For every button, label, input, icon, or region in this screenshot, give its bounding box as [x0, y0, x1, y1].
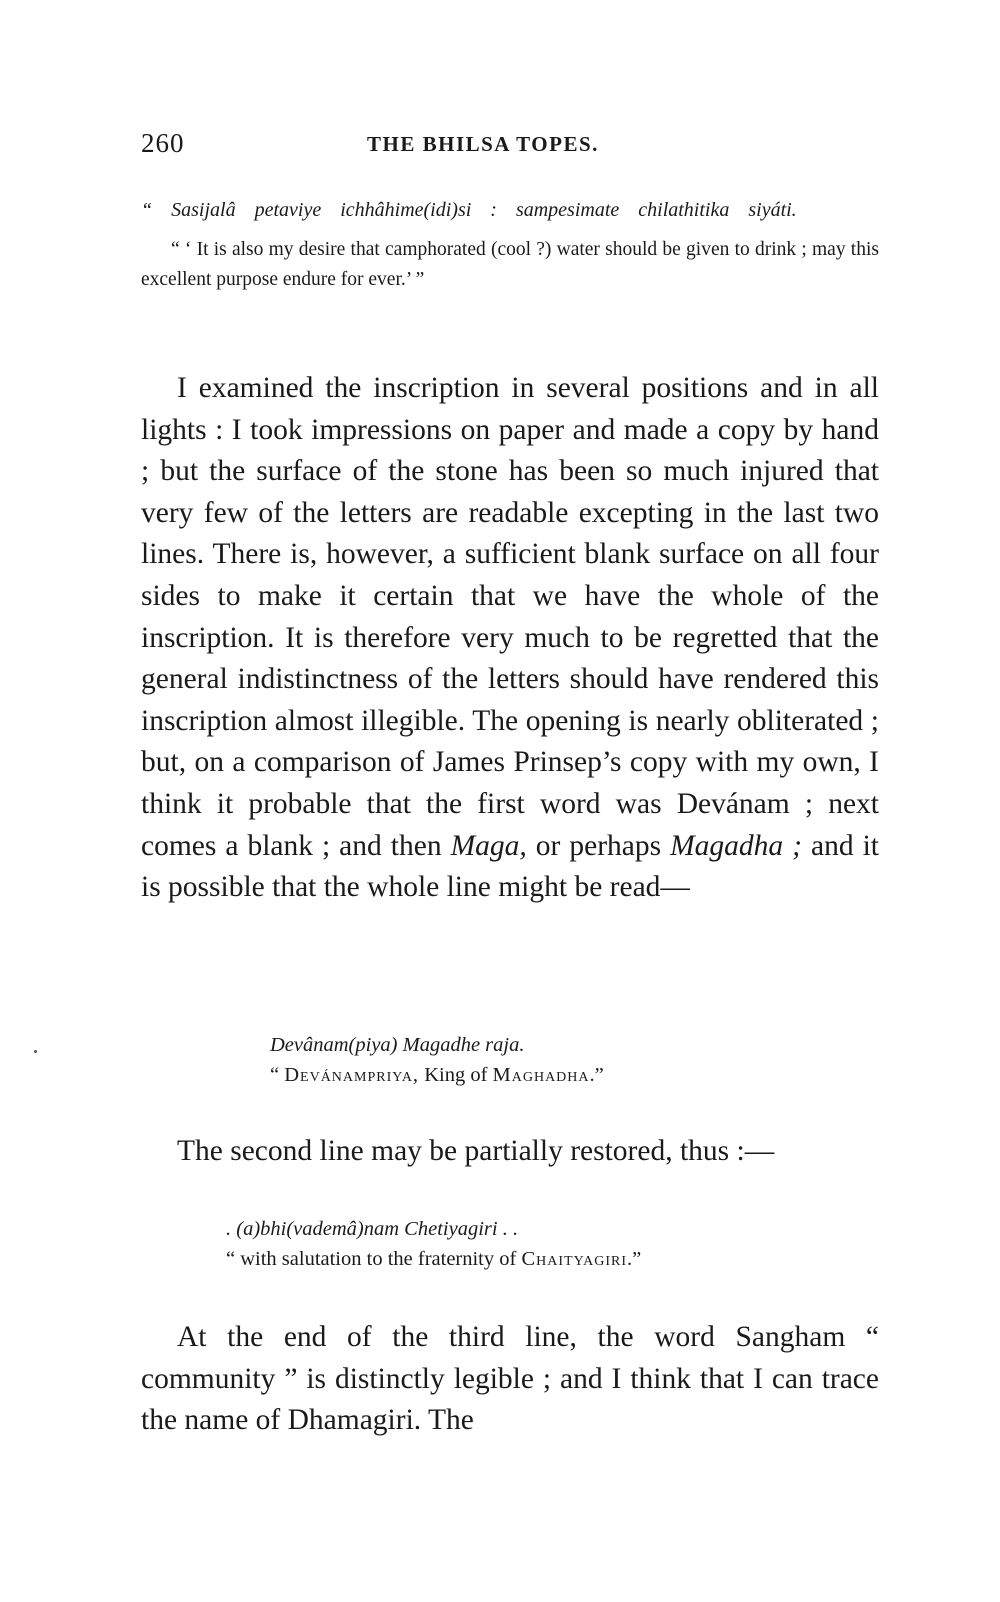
quote-text: “ [270, 1064, 285, 1086]
small-caps-name: Chaityagiri [521, 1248, 628, 1270]
quote-transliteration: . (a)bhi(vademâ)nam Chetiyagiri . . [226, 1218, 519, 1240]
inscription-translation: “ ‘ It is also my desire that camphorated (cool ?) water should be given to drink ; may this excellent purpose endure for ever.’ ” [141, 239, 879, 290]
italic-term: Maga, [450, 829, 527, 862]
paragraph-third-line: At the end of the third line, the word Sangham “ community ” is distinctly legible ; and I think that I can trace the name of Dhamagiri. The [141, 1321, 879, 1437]
small-caps-name: Maghadha [492, 1064, 590, 1086]
paragraph-text: I examined the inscription in several positions and in all lights : I took impressions on paper and made a copy by hand ; but the surface of the stone has been so much injured that very few of the letters are readable excepting in the last two lines. There is, however, a sufficient blank surface on all four sides to make it certain that we have the whole of the inscription. It is therefore very much to be regretted that the general indistinctness of the letters should have rendered this inscription almost illegible. The opening is nearly obliterated ; but, on a comparison of James Prinsep’s copy with my own, I think it probable that the first word was Devánam ; next comes a blank ; and then [141, 372, 879, 862]
paragraph-text: and it is possible that the whole line might be read— [141, 829, 879, 904]
paragraph-examination [141, 368, 879, 909]
italic-term: Magadha ; [670, 829, 802, 862]
paragraph-text: or perhaps [526, 829, 671, 862]
block-quote-second-line [226, 1214, 846, 1274]
inscription-quote [141, 196, 879, 295]
page-number: 260 [141, 128, 185, 158]
quote-text: .” [627, 1248, 642, 1270]
quote-text: King of [419, 1064, 493, 1086]
quote-transliteration: Devânam(piya) Magadhe raja. [270, 1034, 525, 1056]
running-header [141, 128, 881, 164]
block-quote-first-line [270, 1030, 830, 1090]
scan-speck [34, 1050, 37, 1053]
running-title: THE BHILSA TOPES. [367, 132, 599, 156]
small-caps-name: Devánampriya, [284, 1064, 420, 1086]
quote-text: “ with salutation to the fraternity of [226, 1248, 522, 1270]
inscription-transliteration: “ Sasijalâ petaviye ichhâhime(idi)si : sampesimate chilathitika siyáti. [141, 199, 797, 221]
quote-translation [226, 1244, 846, 1274]
paragraph-second-line: The second line may be partially restored, thus :— [177, 1135, 775, 1167]
quote-translation [270, 1060, 830, 1090]
quote-text: .” [589, 1064, 604, 1086]
